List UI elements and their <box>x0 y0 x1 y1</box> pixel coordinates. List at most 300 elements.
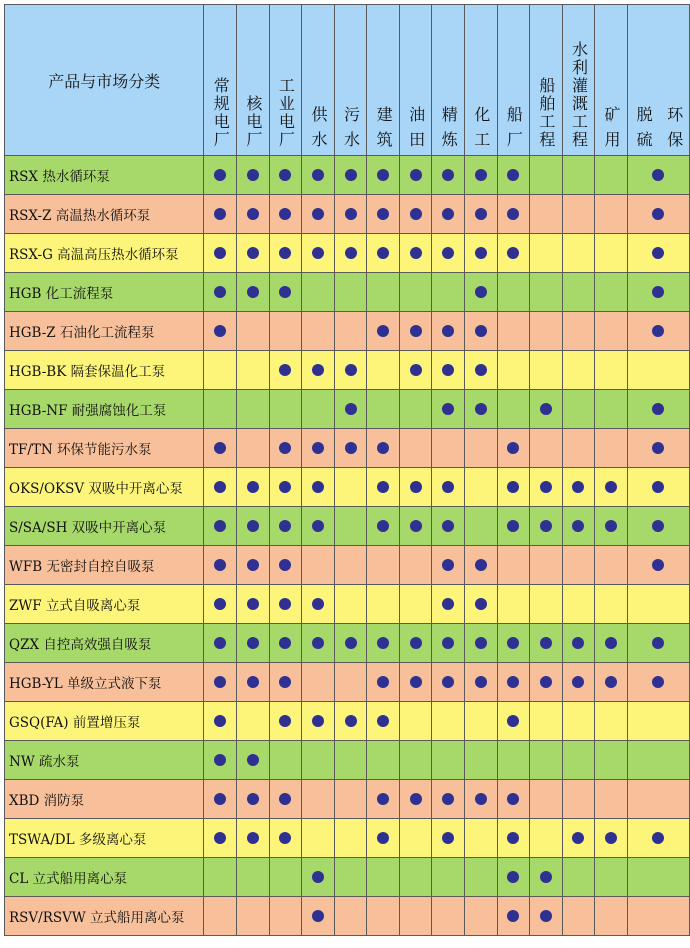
matrix-cell <box>269 585 302 624</box>
applicable-dot-icon <box>214 715 226 727</box>
applicable-dot-icon <box>475 598 487 610</box>
applicable-dot-icon <box>377 715 389 727</box>
matrix-cell <box>204 624 237 663</box>
matrix-cell <box>334 585 367 624</box>
matrix-cell <box>562 429 595 468</box>
applicable-dot-icon <box>345 247 357 259</box>
matrix-cell <box>334 273 367 312</box>
matrix-cell <box>302 234 335 273</box>
applicable-dot-icon <box>279 637 291 649</box>
matrix-cell <box>399 702 432 741</box>
applicable-dot-icon <box>442 793 454 805</box>
applicable-dot-icon <box>475 403 487 415</box>
matrix-cell <box>595 390 628 429</box>
applicable-dot-icon <box>247 208 259 220</box>
applicable-dot-icon <box>247 637 259 649</box>
matrix-cell <box>302 429 335 468</box>
applicable-dot-icon <box>572 676 584 688</box>
product-name: TF/TN 环保节能污水泵 <box>5 429 204 468</box>
matrix-cell <box>464 273 497 312</box>
applicable-dot-icon <box>475 169 487 181</box>
matrix-cell <box>399 234 432 273</box>
matrix-cell <box>595 273 628 312</box>
matrix-cell <box>432 390 465 429</box>
matrix-cell <box>497 663 530 702</box>
matrix-cell <box>367 858 400 897</box>
applicable-dot-icon <box>442 325 454 337</box>
matrix-cell <box>432 546 465 585</box>
applicable-dot-icon <box>214 832 226 844</box>
matrix-cell <box>432 897 465 936</box>
matrix-cell <box>464 663 497 702</box>
applicable-dot-icon <box>442 247 454 259</box>
matrix-cell <box>302 351 335 390</box>
matrix-cell <box>269 507 302 546</box>
applicable-dot-icon <box>652 559 664 571</box>
matrix-cell <box>627 507 689 546</box>
matrix-cell <box>432 468 465 507</box>
matrix-cell <box>595 507 628 546</box>
matrix-cell <box>399 507 432 546</box>
matrix-cell <box>464 585 497 624</box>
applicable-dot-icon <box>442 208 454 220</box>
matrix-cell <box>269 234 302 273</box>
applicable-dot-icon <box>377 208 389 220</box>
matrix-cell <box>432 663 465 702</box>
market-label: 油 田 <box>406 105 426 149</box>
matrix-cell <box>204 585 237 624</box>
matrix-cell <box>237 195 270 234</box>
applicable-dot-icon <box>214 208 226 220</box>
applicable-dot-icon <box>345 637 357 649</box>
matrix-cell <box>204 780 237 819</box>
matrix-cell <box>464 234 497 273</box>
matrix-cell <box>562 390 595 429</box>
matrix-cell <box>204 663 237 702</box>
applicable-dot-icon <box>214 520 226 532</box>
applicable-dot-icon <box>475 286 487 298</box>
matrix-cell <box>334 468 367 507</box>
matrix-cell <box>237 390 270 429</box>
matrix-cell <box>497 780 530 819</box>
matrix-cell <box>562 741 595 780</box>
applicable-dot-icon <box>605 832 617 844</box>
matrix-cell <box>562 195 595 234</box>
matrix-cell <box>497 351 530 390</box>
applicable-dot-icon <box>279 715 291 727</box>
applicable-dot-icon <box>312 520 324 532</box>
applicable-dot-icon <box>507 871 519 883</box>
table-row <box>5 234 690 273</box>
matrix-cell <box>237 741 270 780</box>
matrix-cell <box>237 507 270 546</box>
applicable-dot-icon <box>377 169 389 181</box>
applicable-dot-icon <box>540 637 552 649</box>
matrix-cell <box>595 585 628 624</box>
product-name: TSWA/DL 多级离心泵 <box>5 819 204 858</box>
applicable-dot-icon <box>312 871 324 883</box>
product-name: HGB-YL 单级立式液下泵 <box>5 663 204 702</box>
matrix-cell <box>302 858 335 897</box>
matrix-cell <box>464 195 497 234</box>
matrix-cell <box>627 780 689 819</box>
applicable-dot-icon <box>442 598 454 610</box>
applicable-dot-icon <box>572 637 584 649</box>
matrix-cell <box>497 624 530 663</box>
matrix-cell <box>367 390 400 429</box>
matrix-cell <box>269 195 302 234</box>
matrix-cell <box>432 234 465 273</box>
matrix-cell <box>302 507 335 546</box>
matrix-cell <box>302 819 335 858</box>
product-name: HGB-NF 耐强腐蚀化工泵 <box>5 390 204 429</box>
matrix-cell <box>497 702 530 741</box>
table-row <box>5 546 690 585</box>
matrix-body <box>5 156 690 936</box>
matrix-cell <box>302 741 335 780</box>
market-header <box>562 5 595 156</box>
applicable-dot-icon <box>214 754 226 766</box>
matrix-cell <box>530 390 563 429</box>
matrix-cell <box>367 897 400 936</box>
applicable-dot-icon <box>214 481 226 493</box>
matrix-cell <box>627 195 689 234</box>
matrix-cell <box>530 468 563 507</box>
matrix-cell <box>464 507 497 546</box>
matrix-cell <box>432 585 465 624</box>
matrix-cell <box>562 819 595 858</box>
matrix-cell <box>562 663 595 702</box>
applicable-dot-icon <box>247 676 259 688</box>
matrix-cell <box>595 819 628 858</box>
applicable-dot-icon <box>377 442 389 454</box>
matrix-cell <box>530 546 563 585</box>
matrix-cell <box>399 273 432 312</box>
applicable-dot-icon <box>507 208 519 220</box>
applicable-dot-icon <box>377 832 389 844</box>
matrix-cell <box>497 390 530 429</box>
applicable-dot-icon <box>540 481 552 493</box>
matrix-cell <box>432 195 465 234</box>
applicable-dot-icon <box>312 481 324 493</box>
matrix-cell <box>627 741 689 780</box>
table-row <box>5 507 690 546</box>
market-header <box>237 5 270 156</box>
matrix-cell <box>204 312 237 351</box>
market-label: 水利灌溉工程 <box>569 41 589 149</box>
matrix-cell <box>595 468 628 507</box>
matrix-cell <box>399 468 432 507</box>
market-header <box>269 5 302 156</box>
table-row <box>5 663 690 702</box>
applicable-dot-icon <box>652 325 664 337</box>
matrix-cell <box>627 858 689 897</box>
matrix-cell <box>302 585 335 624</box>
matrix-cell <box>237 273 270 312</box>
applicable-dot-icon <box>652 676 664 688</box>
matrix-cell <box>530 663 563 702</box>
matrix-cell <box>204 741 237 780</box>
applicable-dot-icon <box>507 910 519 922</box>
matrix-cell <box>237 468 270 507</box>
market-label: 核电厂 <box>243 95 263 149</box>
applicable-dot-icon <box>279 286 291 298</box>
matrix-cell <box>464 702 497 741</box>
applicable-dot-icon <box>652 637 664 649</box>
matrix-cell <box>432 273 465 312</box>
matrix-cell <box>432 741 465 780</box>
matrix-cell <box>237 702 270 741</box>
matrix-cell <box>595 312 628 351</box>
matrix-cell <box>367 507 400 546</box>
applicable-dot-icon <box>652 247 664 259</box>
matrix-cell <box>432 858 465 897</box>
applicable-dot-icon <box>442 637 454 649</box>
applicable-dot-icon <box>605 481 617 493</box>
market-label: 精 炼 <box>439 105 459 149</box>
applicable-dot-icon <box>605 676 617 688</box>
applicable-dot-icon <box>507 481 519 493</box>
matrix-cell <box>562 897 595 936</box>
matrix-cell <box>334 429 367 468</box>
matrix-cell <box>334 156 367 195</box>
applicable-dot-icon <box>572 832 584 844</box>
matrix-cell <box>530 507 563 546</box>
matrix-cell <box>497 546 530 585</box>
market-header <box>334 5 367 156</box>
applicable-dot-icon <box>312 910 324 922</box>
matrix-cell <box>237 624 270 663</box>
matrix-cell <box>334 624 367 663</box>
applicable-dot-icon <box>475 208 487 220</box>
matrix-cell <box>399 585 432 624</box>
matrix-cell <box>627 429 689 468</box>
matrix-cell <box>204 819 237 858</box>
table-row <box>5 858 690 897</box>
matrix-cell <box>399 897 432 936</box>
matrix-cell <box>627 234 689 273</box>
applicable-dot-icon <box>247 832 259 844</box>
applicable-dot-icon <box>442 676 454 688</box>
matrix-cell <box>399 780 432 819</box>
matrix-cell <box>204 273 237 312</box>
matrix-cell <box>497 156 530 195</box>
matrix-cell <box>399 624 432 663</box>
matrix-cell <box>399 156 432 195</box>
applicable-dot-icon <box>279 676 291 688</box>
applicable-dot-icon <box>442 832 454 844</box>
applicable-dot-icon <box>410 208 422 220</box>
applicable-dot-icon <box>652 520 664 532</box>
applicable-dot-icon <box>345 403 357 415</box>
table-row <box>5 273 690 312</box>
matrix-cell <box>334 741 367 780</box>
applicable-dot-icon <box>540 676 552 688</box>
applicable-dot-icon <box>214 286 226 298</box>
matrix-cell <box>399 351 432 390</box>
matrix-cell <box>334 195 367 234</box>
applicable-dot-icon <box>214 442 226 454</box>
matrix-cell <box>334 702 367 741</box>
matrix-cell <box>269 429 302 468</box>
matrix-cell <box>334 351 367 390</box>
matrix-cell <box>627 156 689 195</box>
applicable-dot-icon <box>247 598 259 610</box>
matrix-cell <box>562 507 595 546</box>
matrix-cell <box>334 663 367 702</box>
matrix-cell <box>530 429 563 468</box>
matrix-cell <box>627 390 689 429</box>
matrix-cell <box>367 741 400 780</box>
product-name: RSV/RSVW 立式船用离心泵 <box>5 897 204 936</box>
market-header <box>530 5 563 156</box>
applicable-dot-icon <box>279 364 291 376</box>
matrix-cell <box>237 819 270 858</box>
applicable-dot-icon <box>410 364 422 376</box>
matrix-cell <box>530 897 563 936</box>
market-label: 船舶工程 <box>536 77 556 149</box>
applicable-dot-icon <box>475 793 487 805</box>
table-row <box>5 741 690 780</box>
matrix-cell <box>432 156 465 195</box>
matrix-cell <box>367 468 400 507</box>
matrix-cell <box>237 429 270 468</box>
matrix-cell <box>464 858 497 897</box>
matrix-cell <box>530 819 563 858</box>
matrix-cell <box>432 819 465 858</box>
product-name: S/SA/SH 双吸中开离心泵 <box>5 507 204 546</box>
matrix-cell <box>269 780 302 819</box>
matrix-cell <box>497 312 530 351</box>
applicable-dot-icon <box>279 481 291 493</box>
matrix-cell <box>237 858 270 897</box>
matrix-cell <box>302 546 335 585</box>
matrix-cell <box>334 897 367 936</box>
applicable-dot-icon <box>507 169 519 181</box>
applicable-dot-icon <box>279 832 291 844</box>
matrix-cell <box>464 468 497 507</box>
applicable-dot-icon <box>247 559 259 571</box>
matrix-cell <box>302 312 335 351</box>
product-name: OKS/OKSV 双吸中开离心泵 <box>5 468 204 507</box>
matrix-cell <box>497 507 530 546</box>
applicable-dot-icon <box>214 793 226 805</box>
applicable-dot-icon <box>652 403 664 415</box>
matrix-cell <box>302 780 335 819</box>
matrix-cell <box>627 624 689 663</box>
market-header <box>464 5 497 156</box>
product-name: ZWF 立式自吸离心泵 <box>5 585 204 624</box>
applicable-dot-icon <box>279 793 291 805</box>
matrix-cell <box>367 624 400 663</box>
applicable-dot-icon <box>410 481 422 493</box>
matrix-cell <box>399 663 432 702</box>
market-header <box>627 5 689 156</box>
matrix-cell <box>595 897 628 936</box>
product-name: CL 立式船用离心泵 <box>5 858 204 897</box>
matrix-cell <box>595 702 628 741</box>
matrix-cell <box>464 429 497 468</box>
table-row <box>5 585 690 624</box>
matrix-cell <box>595 429 628 468</box>
matrix-cell <box>269 624 302 663</box>
applicable-dot-icon <box>214 169 226 181</box>
matrix-cell <box>432 429 465 468</box>
table-row <box>5 819 690 858</box>
product-name: GSQ(FA) 前置增压泵 <box>5 702 204 741</box>
matrix-cell <box>627 702 689 741</box>
matrix-cell <box>595 546 628 585</box>
applicable-dot-icon <box>247 247 259 259</box>
product-name: HGB-BK 隔套保温化工泵 <box>5 351 204 390</box>
matrix-cell <box>269 156 302 195</box>
matrix-cell <box>204 468 237 507</box>
matrix-cell <box>204 897 237 936</box>
matrix-cell <box>497 468 530 507</box>
matrix-cell <box>464 390 497 429</box>
matrix-cell <box>367 780 400 819</box>
applicable-dot-icon <box>475 637 487 649</box>
matrix-cell <box>302 156 335 195</box>
matrix-cell <box>530 741 563 780</box>
applicable-dot-icon <box>279 247 291 259</box>
applicable-dot-icon <box>507 442 519 454</box>
applicable-dot-icon <box>572 481 584 493</box>
matrix-cell <box>269 351 302 390</box>
market-label: 船 厂 <box>504 105 524 149</box>
product-name: WFB 无密封自控自吸泵 <box>5 546 204 585</box>
matrix-cell <box>627 897 689 936</box>
matrix-cell <box>399 429 432 468</box>
matrix-cell <box>497 195 530 234</box>
matrix-cell <box>432 312 465 351</box>
applicable-dot-icon <box>214 598 226 610</box>
matrix-cell <box>595 663 628 702</box>
applicable-dot-icon <box>507 520 519 532</box>
market-label: 脱 硫 <box>634 105 654 149</box>
matrix-cell <box>399 546 432 585</box>
applicable-dot-icon <box>279 520 291 532</box>
matrix-cell <box>562 546 595 585</box>
applicable-dot-icon <box>652 832 664 844</box>
matrix-cell <box>269 858 302 897</box>
matrix-cell <box>302 468 335 507</box>
matrix-cell <box>562 156 595 195</box>
product-name: RSX-G 高温高压热水循环泵 <box>5 234 204 273</box>
applicable-dot-icon <box>345 169 357 181</box>
applicable-dot-icon <box>605 637 617 649</box>
applicable-dot-icon <box>345 208 357 220</box>
product-name: HGB-Z 石油化工流程泵 <box>5 312 204 351</box>
matrix-cell <box>497 585 530 624</box>
matrix-cell <box>595 741 628 780</box>
matrix-cell <box>497 741 530 780</box>
applicable-dot-icon <box>572 520 584 532</box>
matrix-cell <box>464 780 497 819</box>
applicable-dot-icon <box>247 169 259 181</box>
matrix-cell <box>399 819 432 858</box>
applicable-dot-icon <box>475 676 487 688</box>
table-row <box>5 195 690 234</box>
applicable-dot-icon <box>279 208 291 220</box>
matrix-cell <box>334 390 367 429</box>
applicable-dot-icon <box>312 637 324 649</box>
matrix-cell <box>530 351 563 390</box>
applicable-dot-icon <box>652 286 664 298</box>
matrix-cell <box>497 429 530 468</box>
market-label: 供 水 <box>308 105 328 149</box>
applicable-dot-icon <box>652 169 664 181</box>
